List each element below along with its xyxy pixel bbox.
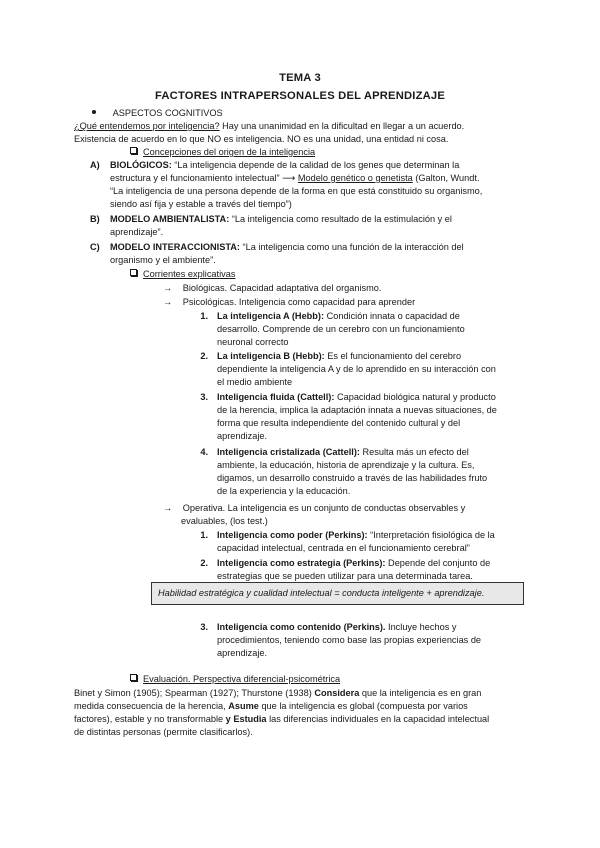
question-line [74, 120, 526, 132]
o1-title: Inteligencia como poder (Perkins): [217, 530, 368, 540]
aspectos-heading: ASPECTOS COGNITIVOS [112, 108, 223, 118]
evaluacion-line3 [74, 713, 489, 725]
checkbox-square-icon [130, 147, 137, 154]
operativa-text: Operativa. La inteligencia es un conjunto de conductas observables y [182, 503, 466, 513]
page-title: FACTORES INTRAPERSONALES DEL APRENDIZAJE [154, 90, 445, 102]
modelo-genetico-link: Modelo genético o genetista [297, 173, 413, 183]
concepcion-b-title: MODELO AMBIENTALISTA: [110, 214, 230, 224]
list-num: 3. [200, 622, 208, 632]
concepcion-c-line2: organismo y el ambiente”. [110, 255, 216, 265]
concepcion-a-line3: “La inteligencia de una persona depende de la forma en que está constituido su organismo, [110, 186, 483, 196]
o1-line2: capacidad intelectual, centrada en el funcionamiento cerebral” [217, 543, 470, 553]
list-num: 1. [200, 530, 208, 540]
biologicas-row [163, 282, 381, 294]
aspectos-heading-row [92, 107, 223, 119]
concepcion-b-line2: aprendizaje”. [110, 227, 164, 237]
concepcion-c-text1: “La inteligencia como una función de la interacción del [239, 242, 464, 252]
corrientes-heading-row [130, 268, 235, 280]
label-c: C) [90, 242, 100, 252]
checkbox-square-icon [130, 674, 137, 681]
concepcion-a-text3: (Galton, Wundt. [412, 173, 480, 183]
p1-line3: neuronal correcto [217, 337, 289, 347]
concepcion-a-line1 [110, 159, 526, 171]
arrow-right-icon: → [163, 297, 173, 307]
p2-line3: el medio ambiente [217, 377, 293, 387]
concepcion-a-title: BIOLÓGICOS: [110, 160, 172, 170]
evaluacion-heading: Evaluación. Perspectiva diferencial-psicométrica [143, 674, 341, 684]
concepcion-b-line1 [110, 213, 452, 225]
evaluacion-heading-row [130, 673, 340, 685]
label-b: B) [90, 214, 100, 224]
p2-title: La inteligencia B (Hebb): [217, 351, 325, 361]
operativa-row [163, 502, 465, 514]
evaluacion-line2 [74, 700, 468, 712]
concepcion-b-text1: “La inteligencia como resultado de la estimulación y el [229, 214, 452, 224]
p4-line1 [217, 446, 469, 458]
list-num: 1. [200, 311, 208, 321]
concepcion-c-line1 [110, 241, 464, 253]
o3-line2: procedimientos, teniendo como base las propias experiencias de [217, 635, 482, 645]
o1-text: “Interpretación fisiológica de la [367, 530, 495, 540]
p4-line3: digamos, un desarrollo construido a través de las habilidades fruto [217, 473, 488, 483]
operativa-line2: evaluables, (los test.) [181, 516, 268, 526]
evaluacion-l3c: las diferencias individuales en la capacidad intelectual [266, 714, 490, 724]
evaluacion-l3a: factores), estable y no transformable [74, 714, 226, 724]
evaluacion-l2a: medida consecuencia de la herencia, [74, 701, 229, 711]
o2-text: Depende del conjunto de [385, 558, 491, 568]
p4-line4: de la experiencia y la educación. [217, 486, 351, 496]
p3-line1 [217, 391, 496, 403]
psicologicas-text: Psicológicas. Inteligencia como capacidad para aprender [182, 297, 416, 307]
psicologicas-row [163, 296, 415, 308]
concepcion-c-title: MODELO INTERACCIONISTA: [110, 242, 240, 252]
label-a: A) [90, 160, 100, 170]
highlight-box: Habilidad estratégica y cualidad intelectual = conducta inteligente + aprendizaje. [151, 582, 524, 605]
bullet-icon [92, 110, 96, 114]
p1-title: La inteligencia A (Hebb): [217, 311, 325, 321]
biologicas-text: Biológicas. Capacidad adaptativa del organismo. [182, 283, 382, 293]
evaluacion-l1a: Binet y Simon (1905); Spearman (1927); Thurstone (1938) [74, 688, 315, 698]
p2-line2: dependiente la inteligencia A y de lo aprendido en su interacción con [217, 364, 496, 374]
p4-line2: ambiente, la educación, historia de aprendizaje y la cultura. Es, [217, 460, 475, 470]
p4-text: Resulta más un efecto del [359, 447, 469, 457]
evaluacion-l2b: Asume [228, 701, 259, 711]
concepcion-a-text1: “La inteligencia depende de la calidad de los genes que determinan la [171, 160, 460, 170]
p3-line4: aprendizaje. [217, 431, 268, 441]
p2-text: Es el funcionamiento del cerebro [324, 351, 462, 361]
o2-title: Inteligencia como estrategia (Perkins): [217, 558, 386, 568]
list-num: 2. [200, 351, 208, 361]
concepcion-a-text2: estructura y el funcionamiento intelectual” ⟶ [110, 173, 298, 183]
p2-line1 [217, 350, 461, 362]
o3-line1 [217, 621, 456, 633]
p3-title: Inteligencia fluida (Cattell): [217, 392, 335, 402]
checkbox-square-icon [130, 269, 137, 276]
o2-line2: estrategias que se pueden utilizar para una determinada tarea. [217, 571, 473, 581]
list-num: 4. [200, 447, 208, 457]
arrow-right-icon: → [163, 283, 173, 293]
concepciones-heading-row [130, 146, 315, 158]
p4-title: Inteligencia cristalizada (Cattell): [217, 447, 360, 457]
arrow-right-icon: → [163, 503, 173, 513]
evaluacion-line4: de distintas personas (permite clasificarlos). [74, 727, 253, 737]
evaluacion-l1b: Considera [314, 688, 360, 698]
evaluacion-line1 [74, 687, 481, 699]
tema-label: TEMA 3 [279, 72, 321, 84]
o3-title: Inteligencia como contenido (Perkins). [217, 622, 386, 632]
p3-text: Capacidad biológica natural y producto [334, 392, 496, 402]
o3-line3: aprendizaje. [217, 648, 268, 658]
list-num: 2. [200, 558, 208, 568]
question-text: ¿Qué entendemos por inteligencia? [74, 121, 220, 131]
p3-line3: forma que resulta independiente del contenido cultural y del [217, 418, 461, 428]
o3-text: Incluye hechos y [385, 622, 457, 632]
o2-line1 [217, 557, 490, 569]
evaluacion-l3b: y Estudia [225, 714, 267, 724]
p1-line1 [217, 310, 460, 322]
o1-line1 [217, 529, 495, 541]
p1-line2: desarrollo. Comprende de un cerebro con un funcionamiento [217, 324, 465, 334]
list-num: 3. [200, 392, 208, 402]
p3-line2: de la herencia, implica la adaptación innata a nuevas situaciones, de [217, 405, 497, 415]
p1-text: Condición innata o capacidad de [324, 311, 460, 321]
evaluacion-l1c: que la inteligencia es en gran [359, 688, 482, 698]
concepciones-heading: Concepciones del origen de la inteligencia [143, 147, 316, 157]
question-rest: Hay una unanimidad en la dificultad en llegar a un acuerdo. [219, 121, 465, 131]
concepcion-a-line2 [110, 172, 480, 184]
concepcion-a-line4: siendo así fija y estable a través del tiempo”) [110, 199, 292, 209]
corrientes-heading: Corrientes explicativas [143, 269, 236, 279]
evaluacion-l2c: que la inteligencia es global (compuesta por varios [258, 701, 468, 711]
aspectos-line2: Existencia de acuerdo en lo que NO es inteligencia. NO es una unidad, una entidad ni cosa. [74, 134, 449, 144]
